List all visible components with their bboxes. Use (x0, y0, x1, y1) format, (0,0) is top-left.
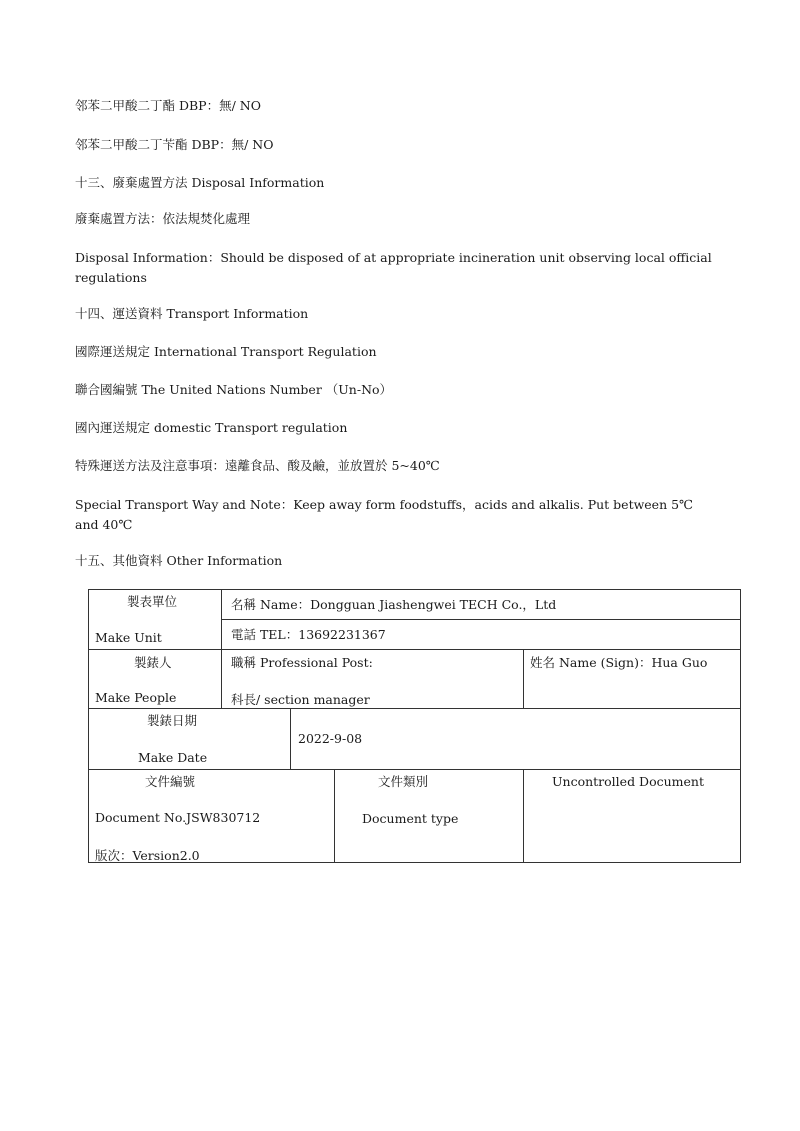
make-date-cell (89, 709, 291, 770)
make-people-cell (89, 650, 222, 709)
dbp-line-2: 邻苯二甲酸二丁苄酯 DBP：無/ NO (75, 137, 274, 152)
section-13-title: 十三、廢棄處置方法 Disposal Information (75, 175, 325, 190)
make-date-value-cell (291, 709, 741, 770)
professional-post-value: 科長/ section manager (231, 692, 370, 707)
uncontrolled-document: Uncontrolled Document (552, 774, 704, 789)
uncontrolled-cell (524, 770, 741, 863)
doc-no-cn: 文件編號 (145, 774, 196, 789)
company-name: 名稱 Name：Dongguan Jiashengwei TECH Co.，Ltd (231, 597, 557, 612)
sign-cell (524, 650, 741, 709)
professional-post-label: 職稱 Professional Post: (231, 655, 373, 670)
other-info-table (88, 589, 741, 863)
post-cell (222, 650, 524, 709)
make-people-en: Make People (95, 690, 177, 705)
special-transport-en: Special Transport Way and Note：Keep away form foodstuffs，acids and alkalis. Put between 5℃ and 40℃ (75, 497, 694, 532)
version: 版次：Version2.0 (95, 848, 200, 863)
make-unit-cn: 製表單位 (127, 594, 178, 609)
doc-type-cell (335, 770, 524, 863)
doc-type-en: Document type (362, 811, 459, 826)
make-people-cn: 製錶人 (134, 655, 172, 670)
make-date-cn: 製錶日期 (147, 713, 198, 728)
dbp-line-1: 邻苯二甲酸二丁酯 DBP：無/ NO (75, 98, 261, 113)
tel-number: 電話 TEL：13692231367 (231, 627, 386, 642)
doc-no-cell (89, 770, 335, 863)
intl-transport-line: 國際運送規定 International Transport Regulation (75, 344, 377, 359)
section-15-title: 十五、其他資料 Other Information (75, 553, 283, 568)
tel-cell (222, 620, 741, 650)
doc-type-cn: 文件類別 (378, 774, 429, 789)
disposal-info-en: Disposal Information：Should be disposed of at appropriate incineration unit observing local official regulations (75, 250, 712, 285)
signer-name: 姓名 Name (Sign)：Hua Guo (530, 655, 708, 670)
special-transport-cn: 特殊運送方法及注意事項：遠離食品、酸及鹼，並放置於 5~40℃ (75, 458, 440, 473)
company-name-cell (222, 590, 741, 620)
make-date-value: 2022-9-08 (298, 731, 363, 746)
make-unit-en: Make Unit (95, 630, 162, 645)
section-14-title: 十四、運送資料 Transport Information (75, 306, 309, 321)
disposal-method-cn: 廢棄處置方法：依法規焚化處理 (75, 211, 251, 226)
make-date-en: Make Date (138, 750, 208, 765)
make-unit-cell (89, 590, 222, 650)
un-number-line: 聯合國編號 The United Nations Number （Un-No） (75, 382, 393, 397)
doc-no-en: Document No.JSW830712 (95, 810, 261, 825)
domestic-transport-line: 國內運送規定 domestic Transport regulation (75, 420, 348, 435)
